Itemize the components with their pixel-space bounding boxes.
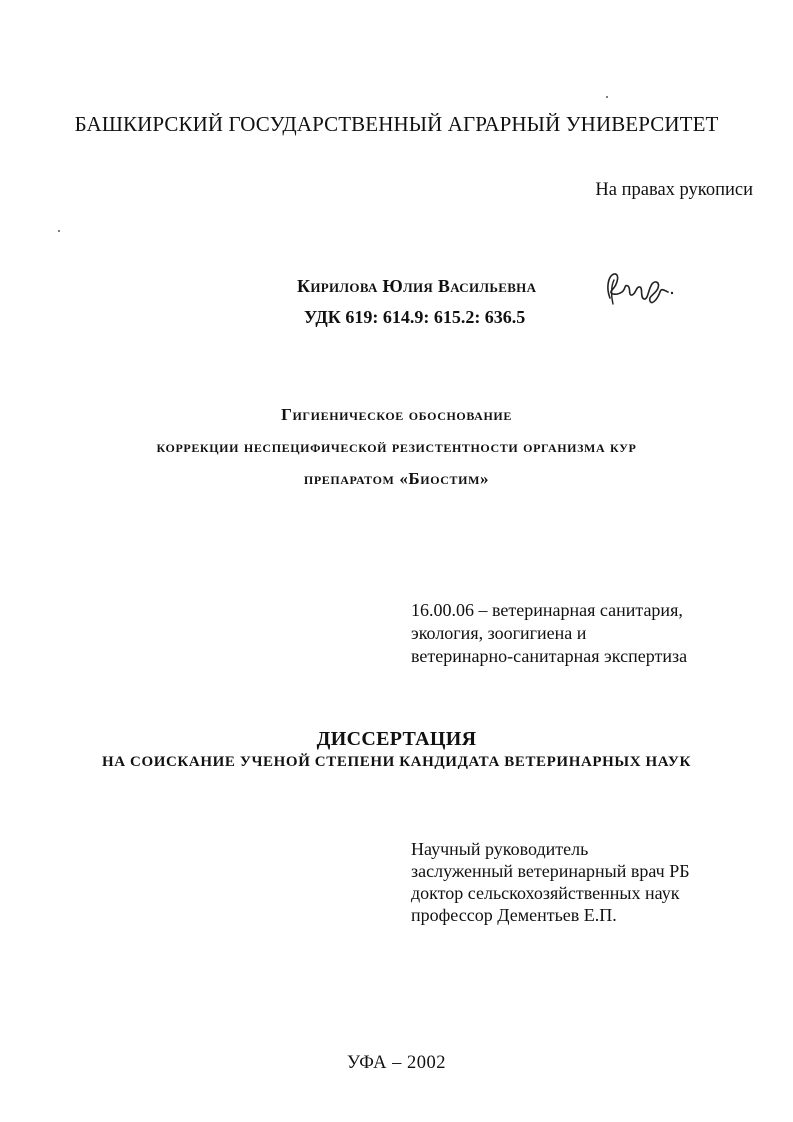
specialty-line-2: экология, зоогигиена и — [411, 623, 587, 643]
thesis-title-line-2: коррекции неспецифической резистентности организма кур — [156, 437, 637, 456]
thesis-title-line-3: препаратом «Биостим» — [303, 469, 490, 488]
manuscript-note: На правах рукописи — [595, 180, 753, 200]
supervisor-line-1: Научный руководитель — [411, 839, 589, 859]
author-name: Кирилова Юлия Васильевна — [297, 276, 537, 296]
handwritten-signature-icon — [598, 268, 678, 310]
specialty-line-3: ветеринарно-санитарная экспертиза — [411, 646, 688, 666]
specialty-line-1: 16.00.06 – ветеринарная санитария, — [411, 600, 683, 620]
dissertation-heading: ДИССЕРТАЦИЯ — [316, 728, 477, 750]
scan-speck — [606, 96, 608, 98]
scan-speck — [58, 230, 60, 232]
dissertation-degree: НА СОИСКАНИЕ УЧЕНОЙ СТЕПЕНИ КАНДИДАТА ВЕТЕРИНАРНЫХ НАУК — [101, 754, 692, 770]
university-name: БАШКИРСКИЙ ГОСУДАРСТВЕННЫЙ АГРАРНЫЙ УНИВЕРСИТЕТ — [74, 112, 719, 136]
supervisor-line-3: доктор сельскохозяйственных наук — [411, 883, 680, 903]
thesis-title-line-1: Гигиеническое обоснование — [281, 405, 512, 424]
supervisor-line-4: профессор Дементьев Е.П. — [411, 905, 617, 925]
supervisor-line-2: заслуженный ветеринарный врач РБ — [411, 861, 690, 881]
city-year: УФА – 2002 — [346, 1053, 447, 1073]
udk-code: УДК 619: 614.9: 615.2: 636.5 — [304, 307, 526, 327]
